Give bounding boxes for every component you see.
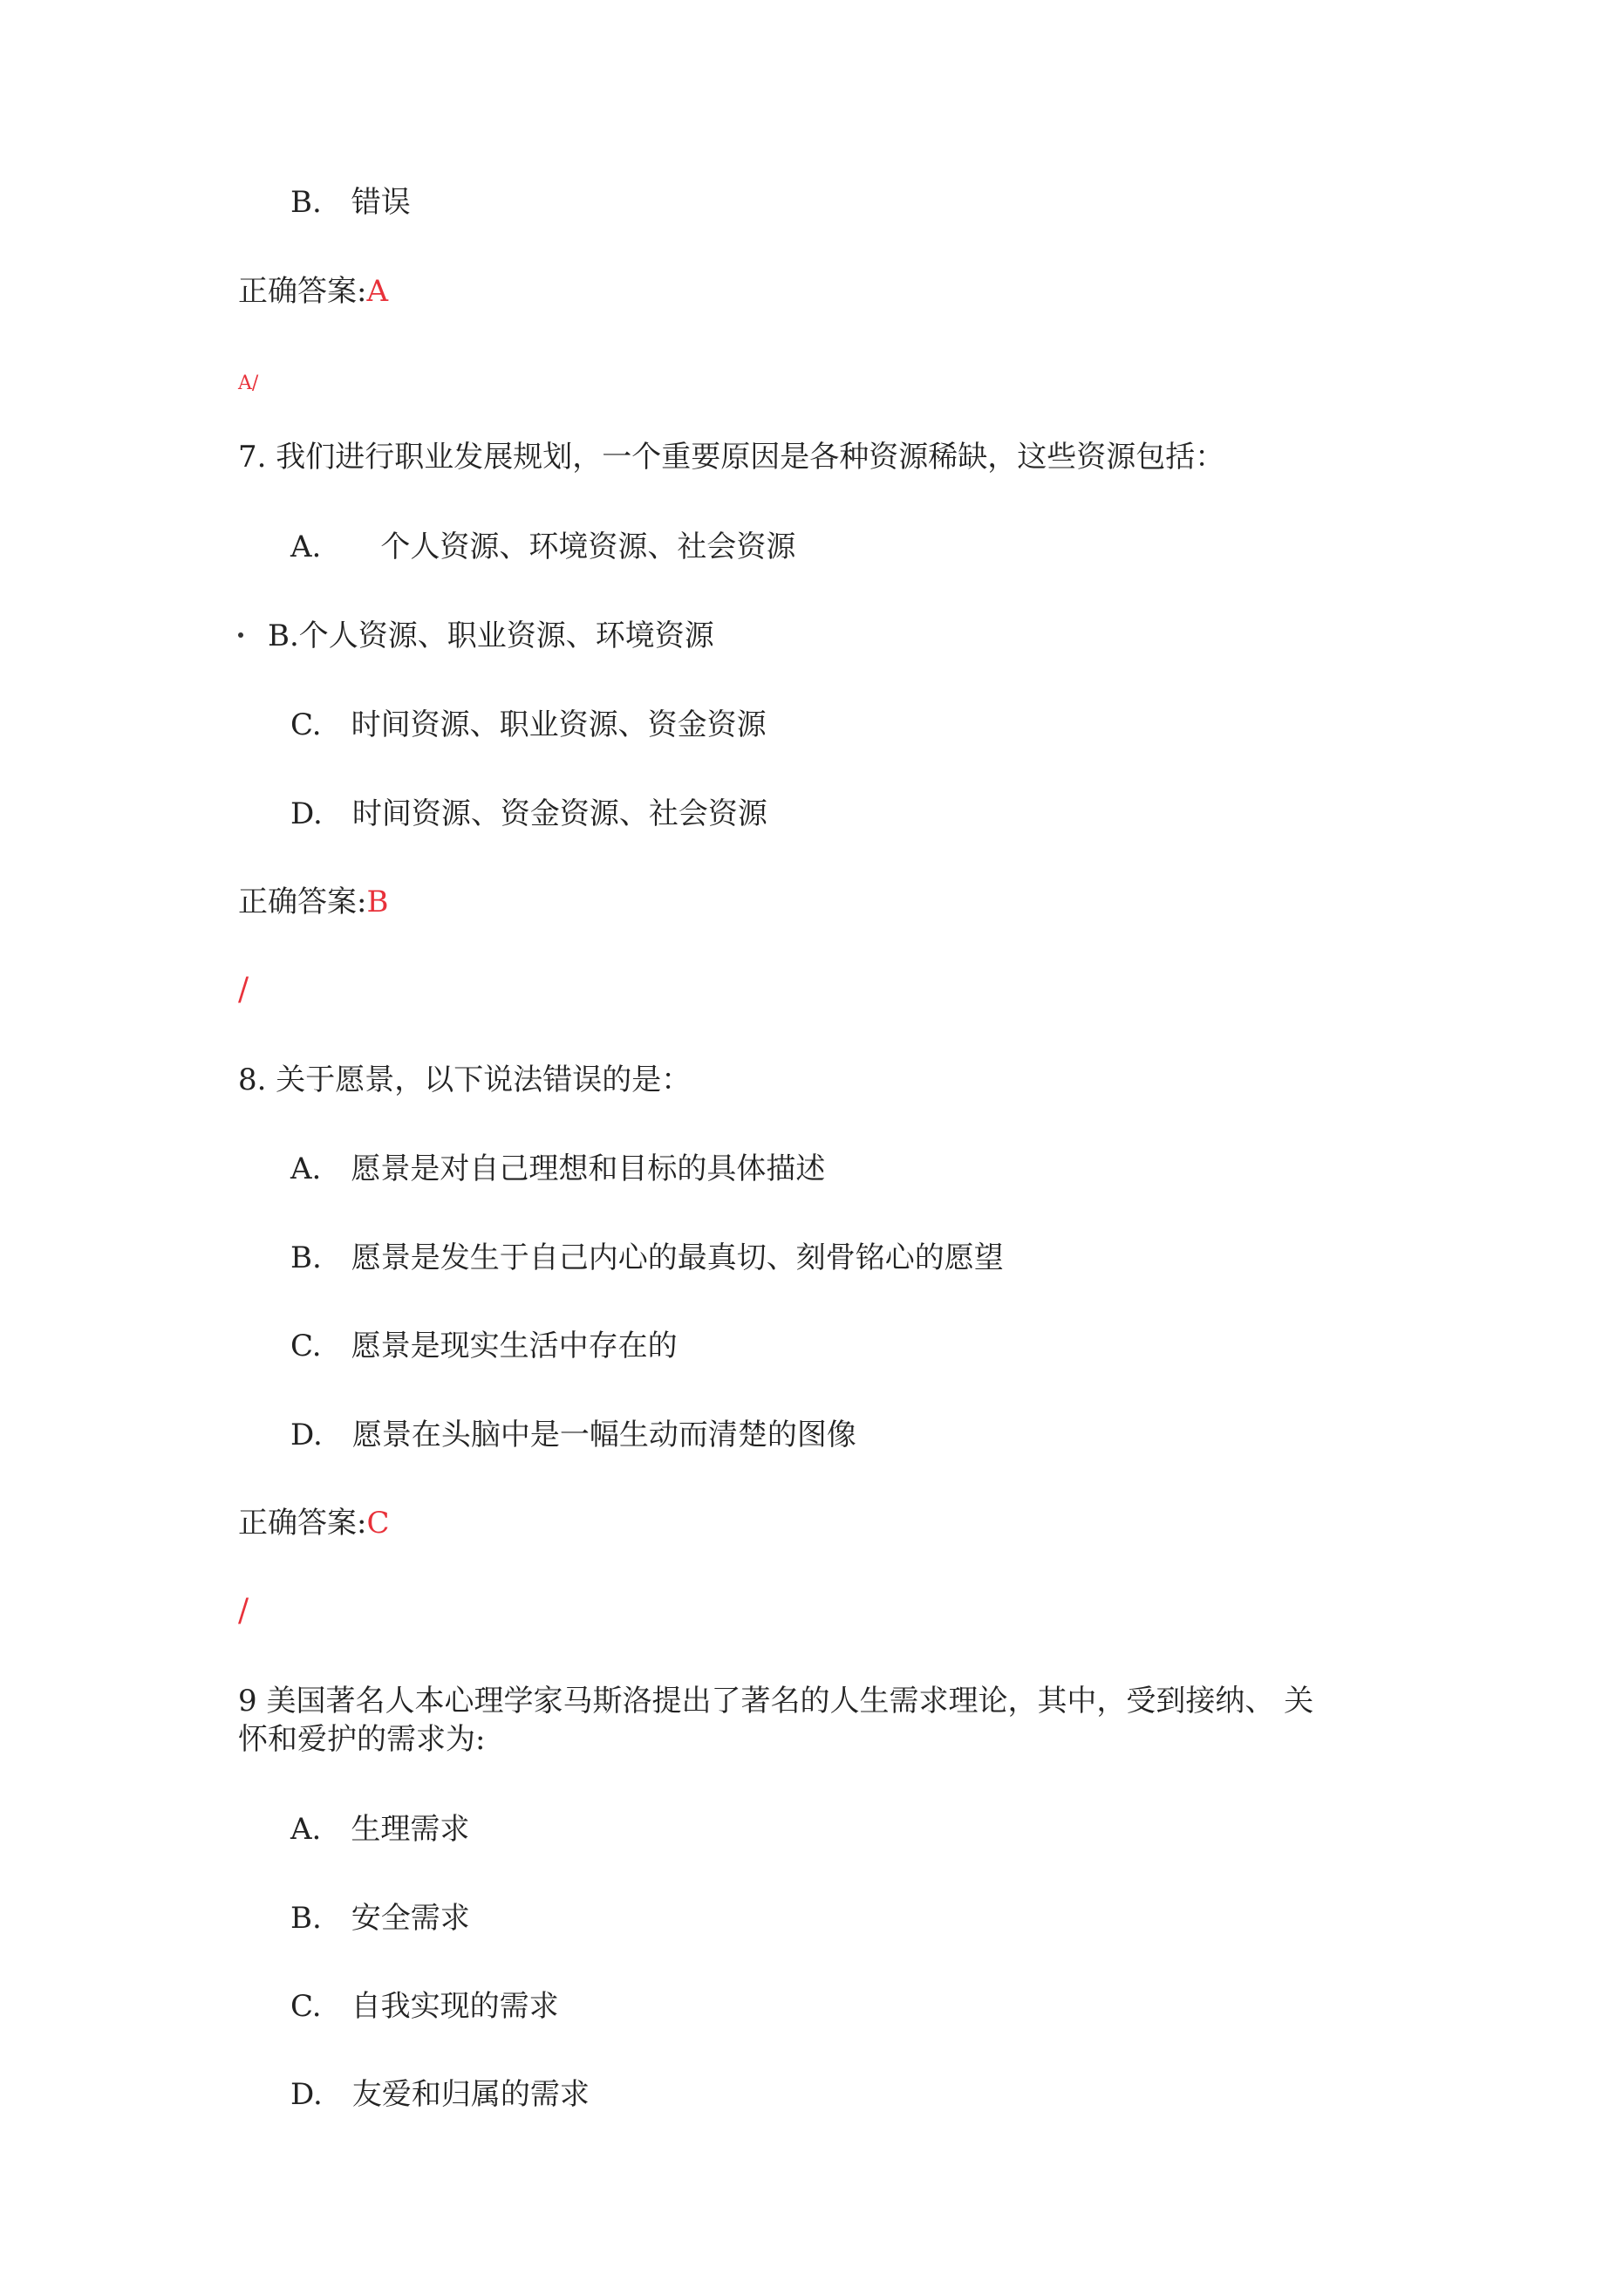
q6-option-b [290,183,411,222]
answer-prefix: 正确答案: [238,885,367,919]
q7-mark: / [238,972,249,1008]
bullet-icon [238,632,243,638]
option-label: C. [290,1989,322,2024]
option-text: 愿景是发生于自己内心的最真切、刻骨铭心的愿望 [351,1240,1004,1275]
q9-question-line2: 怀和爱护的需求为: [238,1722,486,1757]
option-text: 安全需求 [351,1901,470,1936]
q7-option-d [290,795,767,833]
q9-option-a [290,1810,469,1848]
option-label: D. [290,796,323,831]
q8-option-c [290,1327,678,1365]
answer-prefix: 正确答案: [238,274,367,309]
option-label: C. [290,1329,322,1363]
q8-question: 8. 关于愿景，以下说法错误的是： [238,1063,692,1097]
q9-option-b [290,1899,470,1937]
option-text: 个人资源、职业资源、环境资源 [298,618,714,653]
option-text: 愿景是现实生活中存在的 [351,1329,678,1363]
q8-option-d [290,1416,856,1454]
option-label: B. [290,1240,322,1275]
option-label: C. [290,707,322,742]
q6-answer [238,272,388,311]
option-label: A. [290,530,322,564]
answer-value: A [366,274,389,309]
answer-value: C [366,1506,390,1541]
option-text: 个人资源、环境资源、社会资源 [380,530,796,564]
option-label: B. [290,185,322,220]
q8-option-b [290,1239,1004,1277]
q7-option-c [290,706,767,744]
q7-option-b [238,617,714,655]
q9-option-d [290,2075,590,2114]
q9-option-c [290,1987,559,2026]
option-text: 愿景是对自己理想和目标的具体描述 [351,1151,826,1186]
option-text: 时间资源、资金资源、社会资源 [351,796,767,831]
q6-mark: A/ [238,372,259,394]
q9-question-line1: 9 美国著名人本心理学家马斯洛提出了著名的人生需求理论，其中，受到接纳、 关 [238,1684,1314,1719]
option-label: B. [268,618,299,653]
q7-answer [238,883,388,921]
option-label: B. [290,1901,322,1936]
option-text: 愿景在头脑中是一幅生动而清楚的图像 [351,1418,856,1452]
q8-mark: / [238,1593,249,1629]
option-text: 时间资源、职业资源、资金资源 [351,707,767,742]
answer-value: B [366,885,389,919]
option-text: 生理需求 [351,1812,470,1847]
q7-option-a [290,528,795,566]
option-text: 错误 [351,185,411,220]
q8-option-a [290,1150,825,1188]
option-label: D. [290,1418,323,1452]
q8-answer [238,1504,389,1542]
option-label: A. [290,1812,322,1847]
answer-prefix: 正确答案: [238,1506,367,1541]
q7-question: 7. 我们进行职业发展规划，一个重要原因是各种资源稀缺，这些资源包括： [238,440,1225,475]
option-label: D. [290,2077,323,2112]
option-text: 自我实现的需求 [351,1989,559,2024]
option-label: A. [290,1151,322,1186]
option-text: 友爱和归属的需求 [351,2077,590,2112]
